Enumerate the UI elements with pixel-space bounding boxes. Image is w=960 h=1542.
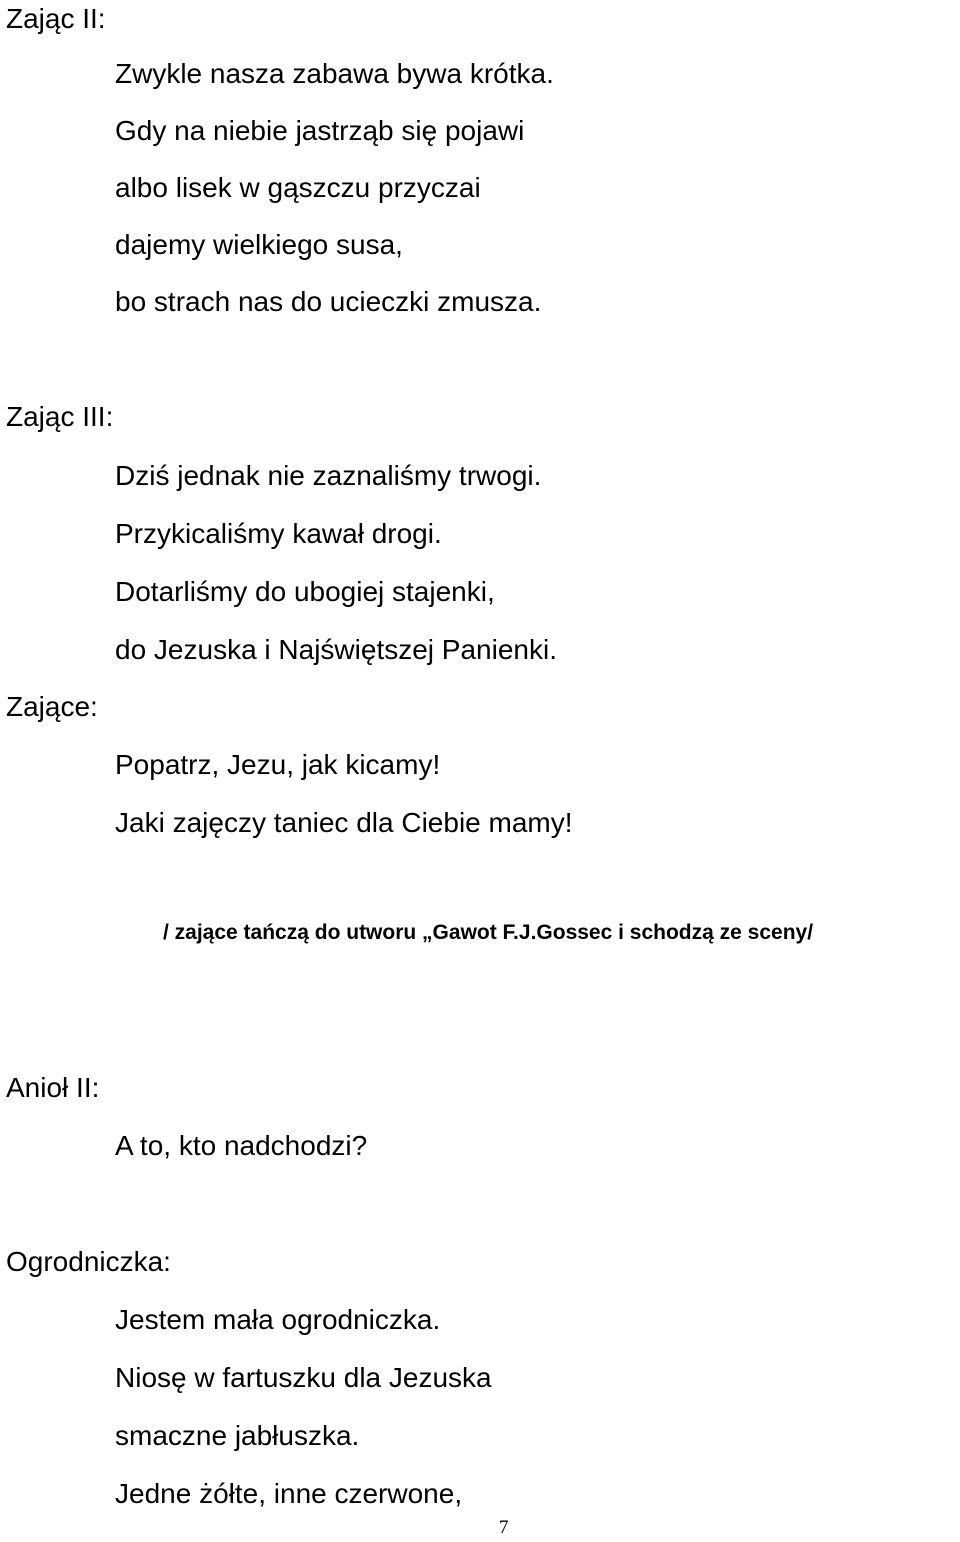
- verse-line: dajemy wielkiego susa,: [115, 229, 403, 260]
- page-number: 7: [499, 1517, 509, 1538]
- verse-line: do Jezuska i Najświętszej Panienki.: [115, 634, 557, 665]
- verse-line: Zwykle nasza zabawa bywa krótka.: [115, 58, 554, 89]
- verse-line: albo lisek w gąszczu przyczai: [115, 172, 481, 203]
- speaker-ogrodniczka: Ogrodniczka:: [6, 1246, 171, 1277]
- speaker-zajac-2: Zając II:: [6, 3, 106, 34]
- verse-line: A to, kto nadchodzi?: [115, 1130, 368, 1161]
- verse-line: Przykicaliśmy kawał drogi.: [115, 518, 442, 549]
- verse-line: bo strach nas do ucieczki zmusza.: [115, 286, 542, 317]
- verse-line: Gdy na niebie jastrząb się pojawi: [115, 115, 525, 146]
- speaker-aniol-2: Anioł II:: [6, 1072, 100, 1103]
- verse-line: Niosę w fartuszku dla Jezuska: [115, 1362, 492, 1393]
- verse-line: Jedne żółte, inne czerwone,: [115, 1478, 463, 1509]
- speaker-zajace: Zające:: [6, 691, 98, 722]
- verse-line: Jaki zajęczy taniec dla Ciebie mamy!: [115, 807, 573, 838]
- verse-line: Jestem mała ogrodniczka.: [115, 1304, 441, 1335]
- verse-line: Popatrz, Jezu, jak kicamy!: [115, 749, 441, 780]
- verse-line: Dotarliśmy do ubogiej stajenki,: [115, 576, 495, 607]
- verse-line: smaczne jabłuszka.: [115, 1420, 360, 1451]
- speaker-zajac-3: Zając III:: [6, 401, 114, 432]
- verse-line: Dziś jednak nie zaznaliśmy trwogi.: [115, 460, 542, 491]
- stage-direction: / zające tańczą do utworu „Gawot F.J.Gossec i schodzą ze sceny/: [163, 921, 814, 944]
